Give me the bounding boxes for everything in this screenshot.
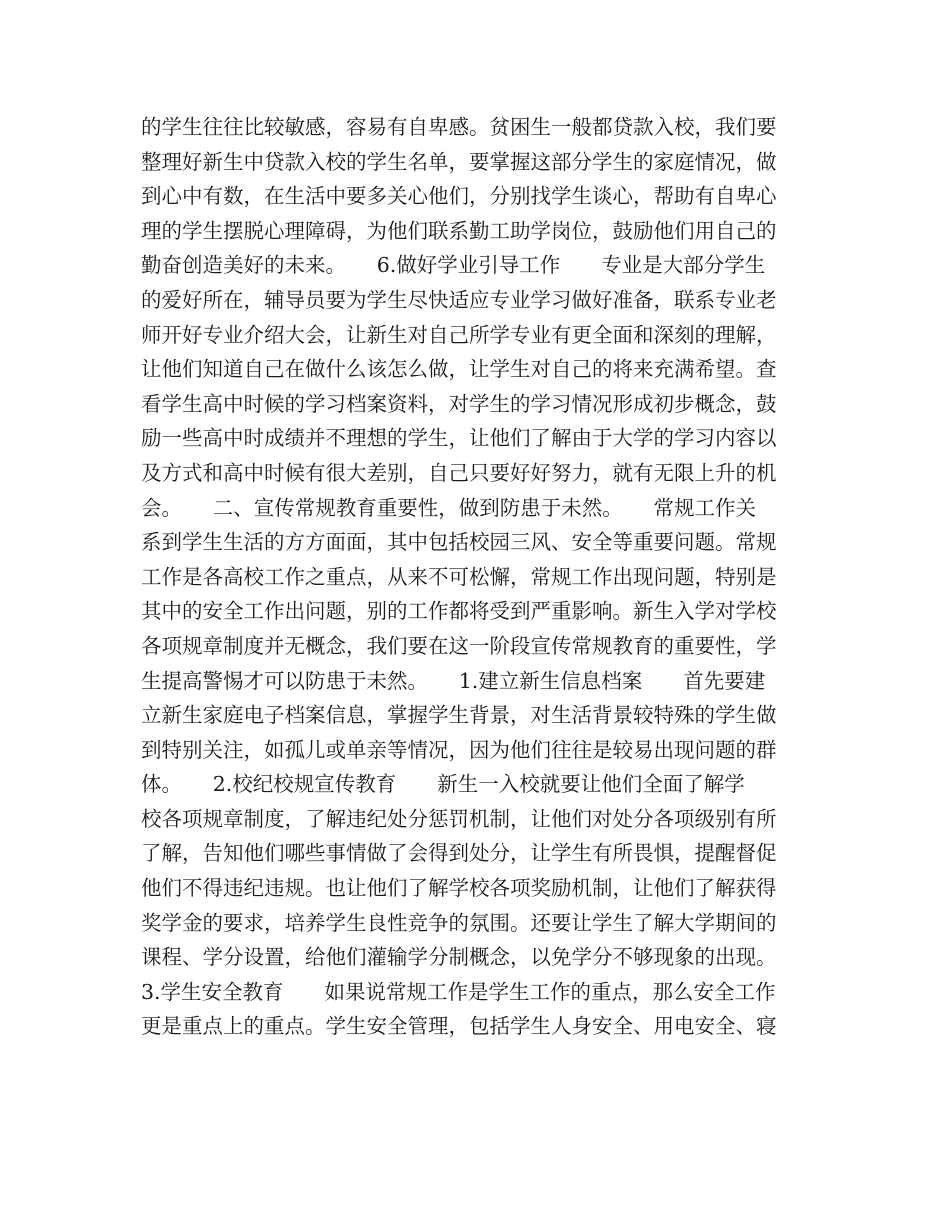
text-line: 到心中有数，在生活中要多关心他们，分别找学生谈心，帮助有自卑心: [141, 184, 777, 209]
text-line: 了解，告知他们哪些事情做了会得到处分，让学生有所畏惧，提醒督促: [141, 841, 777, 866]
text-line: 系到学生生活的方方面面，其中包括校园三风、安全等重要问题。常规: [141, 530, 777, 555]
text-line: 励一些高中时成绩并不理想的学生，让他们了解由于大学的学习内容以: [141, 426, 777, 451]
text-line: 3.学生安全教育 如果说常规工作是学生工作的重点，那么安全工作: [141, 979, 776, 1004]
text-line: 他们不得违纪违规。也让他们了解学校各项奖励机制，让他们了解获得: [141, 876, 777, 901]
text-line: 到特别关注，如孤儿或单亲等情况，因为他们往往是较易出现问题的群: [141, 737, 777, 762]
text-line: 立新生家庭电子档案信息，掌握学生背景，对生活背景较特殊的学生做: [141, 703, 777, 728]
text-line: 各项规章制度并无概念，我们要在这一阶段宣传常规教育的重要性，学: [141, 633, 777, 658]
text-line: 的爱好所在，辅导员要为学生尽快适应专业学习做好准备，联系专业老: [141, 287, 777, 312]
text-line: 奖学金的要求，培养学生良性竞争的氛围。还要让学生了解大学期间的: [141, 910, 777, 935]
text-line: 理的学生摆脱心理障碍，为他们联系勤工助学岗位，鼓励他们用自己的: [141, 218, 777, 243]
text-line: 会。 二、宣传常规教育重要性，做到防患于未然。 常规工作关: [141, 495, 756, 520]
text-line: 更是重点上的重点。学生安全管理，包括学生人身安全、用电安全、寝: [141, 1014, 777, 1039]
text-line: 生提高警惕才可以防患于未然。 1.建立新生信息档案 首先要建: [141, 668, 766, 693]
text-line: 工作是各高校工作之重点，从来不可松懈，常规工作出现问题，特别是: [141, 564, 777, 589]
body-text: [141, 110, 821, 1044]
text-line: 其中的安全工作出问题，别的工作都将受到严重影响。新生入学对学校: [141, 599, 777, 624]
text-line: 让他们知道自己在做什么该怎么做，让学生对自己的将来充满希望。查: [141, 357, 777, 382]
text-line: 课程、学分设置，给他们灌输学分制概念，以免学分不够现象的出现。: [141, 945, 777, 970]
text-line: 勤奋创造美好的未来。 6.做好学业引导工作 专业是大部分学生: [141, 253, 766, 278]
text-line: 看学生高中时候的学习档案资料，对学生的学习情况形成初步概念，鼓: [141, 391, 777, 416]
text-line: 体。 2.校纪校规宣传教育 新生一入校就要让他们全面了解学: [141, 772, 745, 797]
text-line: 及方式和高中时候有很大差别，自己只要好好努力，就有无限上升的机: [141, 460, 777, 485]
text-line: 师开好专业介绍大会，让新生对自己所学专业有更全面和深刻的理解，: [141, 322, 777, 347]
text-line: 校各项规章制度，了解违纪处分惩罚机制，让他们对处分各项级别有所: [141, 806, 777, 831]
text-line: 整理好新生中贷款入校的学生名单，要掌握这部分学生的家庭情况，做: [141, 149, 777, 174]
text-line: 的学生往往比较敏感，容易有自卑感。贫困生一般都贷款入校，我们要: [141, 115, 777, 139]
